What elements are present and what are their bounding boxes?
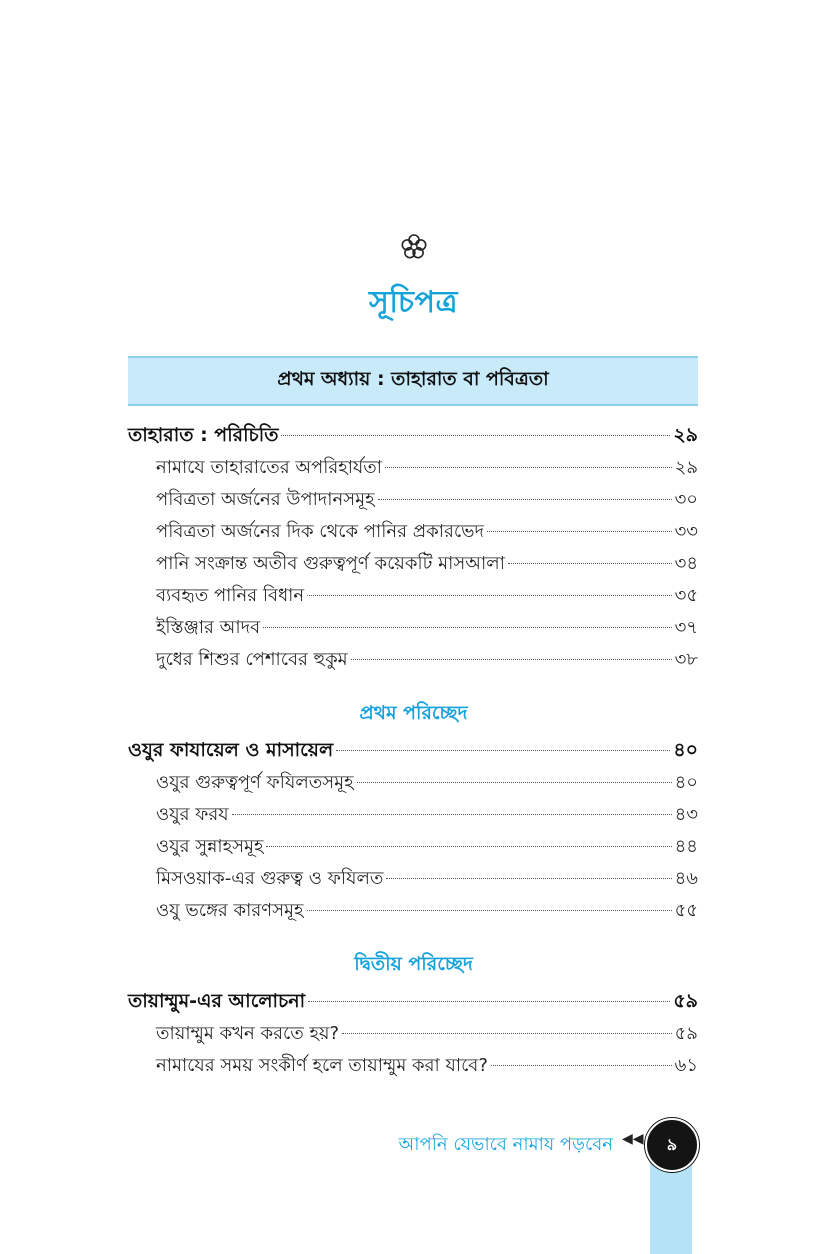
entry-label: দুধের শিশুর পেশাবের হুকুম bbox=[156, 649, 348, 670]
entry-label: পবিত্রতা অর্জনের দিক থেকে পানির প্রকারভেদ bbox=[156, 521, 484, 542]
dot-leader bbox=[342, 1033, 672, 1034]
flower-icon bbox=[399, 232, 429, 262]
entry-page: ৩৪ bbox=[674, 553, 698, 574]
toc-entry[interactable] bbox=[128, 1019, 698, 1051]
entry-label: নামাযে তাহারাতের অপরিহার্যতা bbox=[156, 457, 383, 478]
entry-label: ওযুর ফাযায়েল ও মাসায়েল bbox=[128, 739, 334, 761]
entry-page: ৪০ bbox=[674, 772, 698, 793]
dot-leader bbox=[487, 531, 672, 532]
dot-leader bbox=[336, 750, 670, 751]
entry-label: ব্যবহৃত পানির বিধান bbox=[156, 585, 305, 606]
dot-leader bbox=[308, 1001, 670, 1002]
toc-main-entry[interactable] bbox=[128, 421, 698, 453]
toc-entry[interactable] bbox=[128, 832, 698, 864]
dot-leader bbox=[378, 499, 672, 500]
dot-leader bbox=[232, 814, 672, 815]
entry-page: ৫৫ bbox=[674, 900, 698, 921]
entry-page: ৫৯ bbox=[673, 990, 698, 1012]
toc-entry[interactable] bbox=[128, 896, 698, 928]
toc-group-wudu bbox=[128, 736, 698, 928]
entry-label: মিসওয়াক-এর গুরুত্ব ও ফযিলত bbox=[156, 868, 384, 889]
entry-page: ৬১ bbox=[674, 1055, 698, 1076]
footer-book-title: আপনি যেভাবে নামায পড়বেন bbox=[398, 1134, 613, 1155]
toc-main-entry[interactable] bbox=[128, 987, 698, 1019]
dot-leader bbox=[386, 878, 671, 879]
entry-page: ২৯ bbox=[673, 424, 698, 446]
dot-leader bbox=[351, 659, 672, 660]
toc-entry[interactable] bbox=[128, 549, 698, 581]
entry-page: ৩৮ bbox=[674, 649, 698, 670]
dot-leader bbox=[307, 910, 672, 911]
entry-label: ইস্তিঞ্জার আদব bbox=[156, 617, 261, 638]
dot-leader bbox=[491, 1065, 672, 1066]
entry-page: ৫৯ bbox=[674, 1023, 698, 1044]
entry-page: ৪৬ bbox=[674, 868, 698, 889]
entry-page: ২৯ bbox=[674, 457, 698, 478]
entry-page: ৩০ bbox=[674, 489, 698, 510]
toc-entry[interactable] bbox=[128, 613, 698, 645]
toc-group-introduction bbox=[128, 421, 698, 677]
toc-entry[interactable] bbox=[128, 864, 698, 896]
entry-page: ৪০ bbox=[673, 739, 698, 761]
section-heading-second: দ্বিতীয় পরিচ্ছেদ bbox=[354, 953, 473, 975]
dot-leader bbox=[281, 435, 670, 436]
entry-label: ওযুর গুরুত্বপূর্ণ ফযিলতসমূহ bbox=[156, 772, 354, 793]
chapter-heading bbox=[128, 356, 698, 406]
toc-entry[interactable] bbox=[128, 645, 698, 677]
toc-entry[interactable] bbox=[128, 485, 698, 517]
toc-entry[interactable] bbox=[128, 581, 698, 613]
toc-entry[interactable] bbox=[128, 517, 698, 549]
entry-page: ৩৭ bbox=[674, 617, 698, 638]
section-heading-first: প্রথম পরিচ্ছেদ bbox=[359, 702, 468, 724]
dot-leader bbox=[508, 563, 672, 564]
entry-label: নামাযের সময় সংকীর্ণ হলে তায়াম্মুম করা যাবে? bbox=[156, 1055, 488, 1076]
dot-leader bbox=[266, 846, 671, 847]
double-left-arrow-icon: ◀◀ bbox=[622, 1131, 644, 1147]
dot-leader bbox=[357, 782, 672, 783]
entry-page: ৪৩ bbox=[674, 804, 698, 825]
toc-entry[interactable] bbox=[128, 1051, 698, 1083]
entry-page: ৩৩ bbox=[674, 521, 698, 542]
dot-leader bbox=[263, 627, 671, 628]
page-title: সূচিপত্র bbox=[369, 285, 458, 320]
chapter-title: প্রথম অধ্যায় : তাহারাত বা পবিত্রতা bbox=[277, 368, 549, 390]
entry-label: তাহারাত : পরিচিতি bbox=[128, 424, 279, 446]
entry-page: ৩৫ bbox=[674, 585, 698, 606]
toc-main-entry[interactable] bbox=[128, 736, 698, 768]
entry-label: পানি সংক্রান্ত অতীব গুরুত্বপূর্ণ কয়েকটি মাসআলা bbox=[156, 553, 505, 574]
entry-label: তায়াম্মুম-এর আলোচনা bbox=[128, 990, 306, 1012]
toc-entry[interactable] bbox=[128, 768, 698, 800]
entry-page: ৪৪ bbox=[674, 836, 698, 857]
entry-label: পবিত্রতা অর্জনের উপাদানসমূহ bbox=[156, 489, 375, 510]
toc-entry[interactable] bbox=[128, 453, 698, 485]
toc-entry[interactable] bbox=[128, 800, 698, 832]
dot-leader bbox=[307, 595, 671, 596]
entry-label: ওযু ভঙ্গের কারণসমূহ bbox=[156, 900, 304, 921]
page-number-badge bbox=[645, 1118, 699, 1172]
page-number: ৯ bbox=[666, 1134, 678, 1154]
entry-label: ওযুর সুন্নাহসমূহ bbox=[156, 836, 264, 857]
dot-leader bbox=[385, 467, 672, 468]
entry-label: তায়াম্মুম কখন করতে হয়? bbox=[156, 1023, 340, 1044]
toc-group-tayammum bbox=[128, 987, 698, 1083]
entry-label: ওযুর ফরয bbox=[156, 804, 229, 825]
